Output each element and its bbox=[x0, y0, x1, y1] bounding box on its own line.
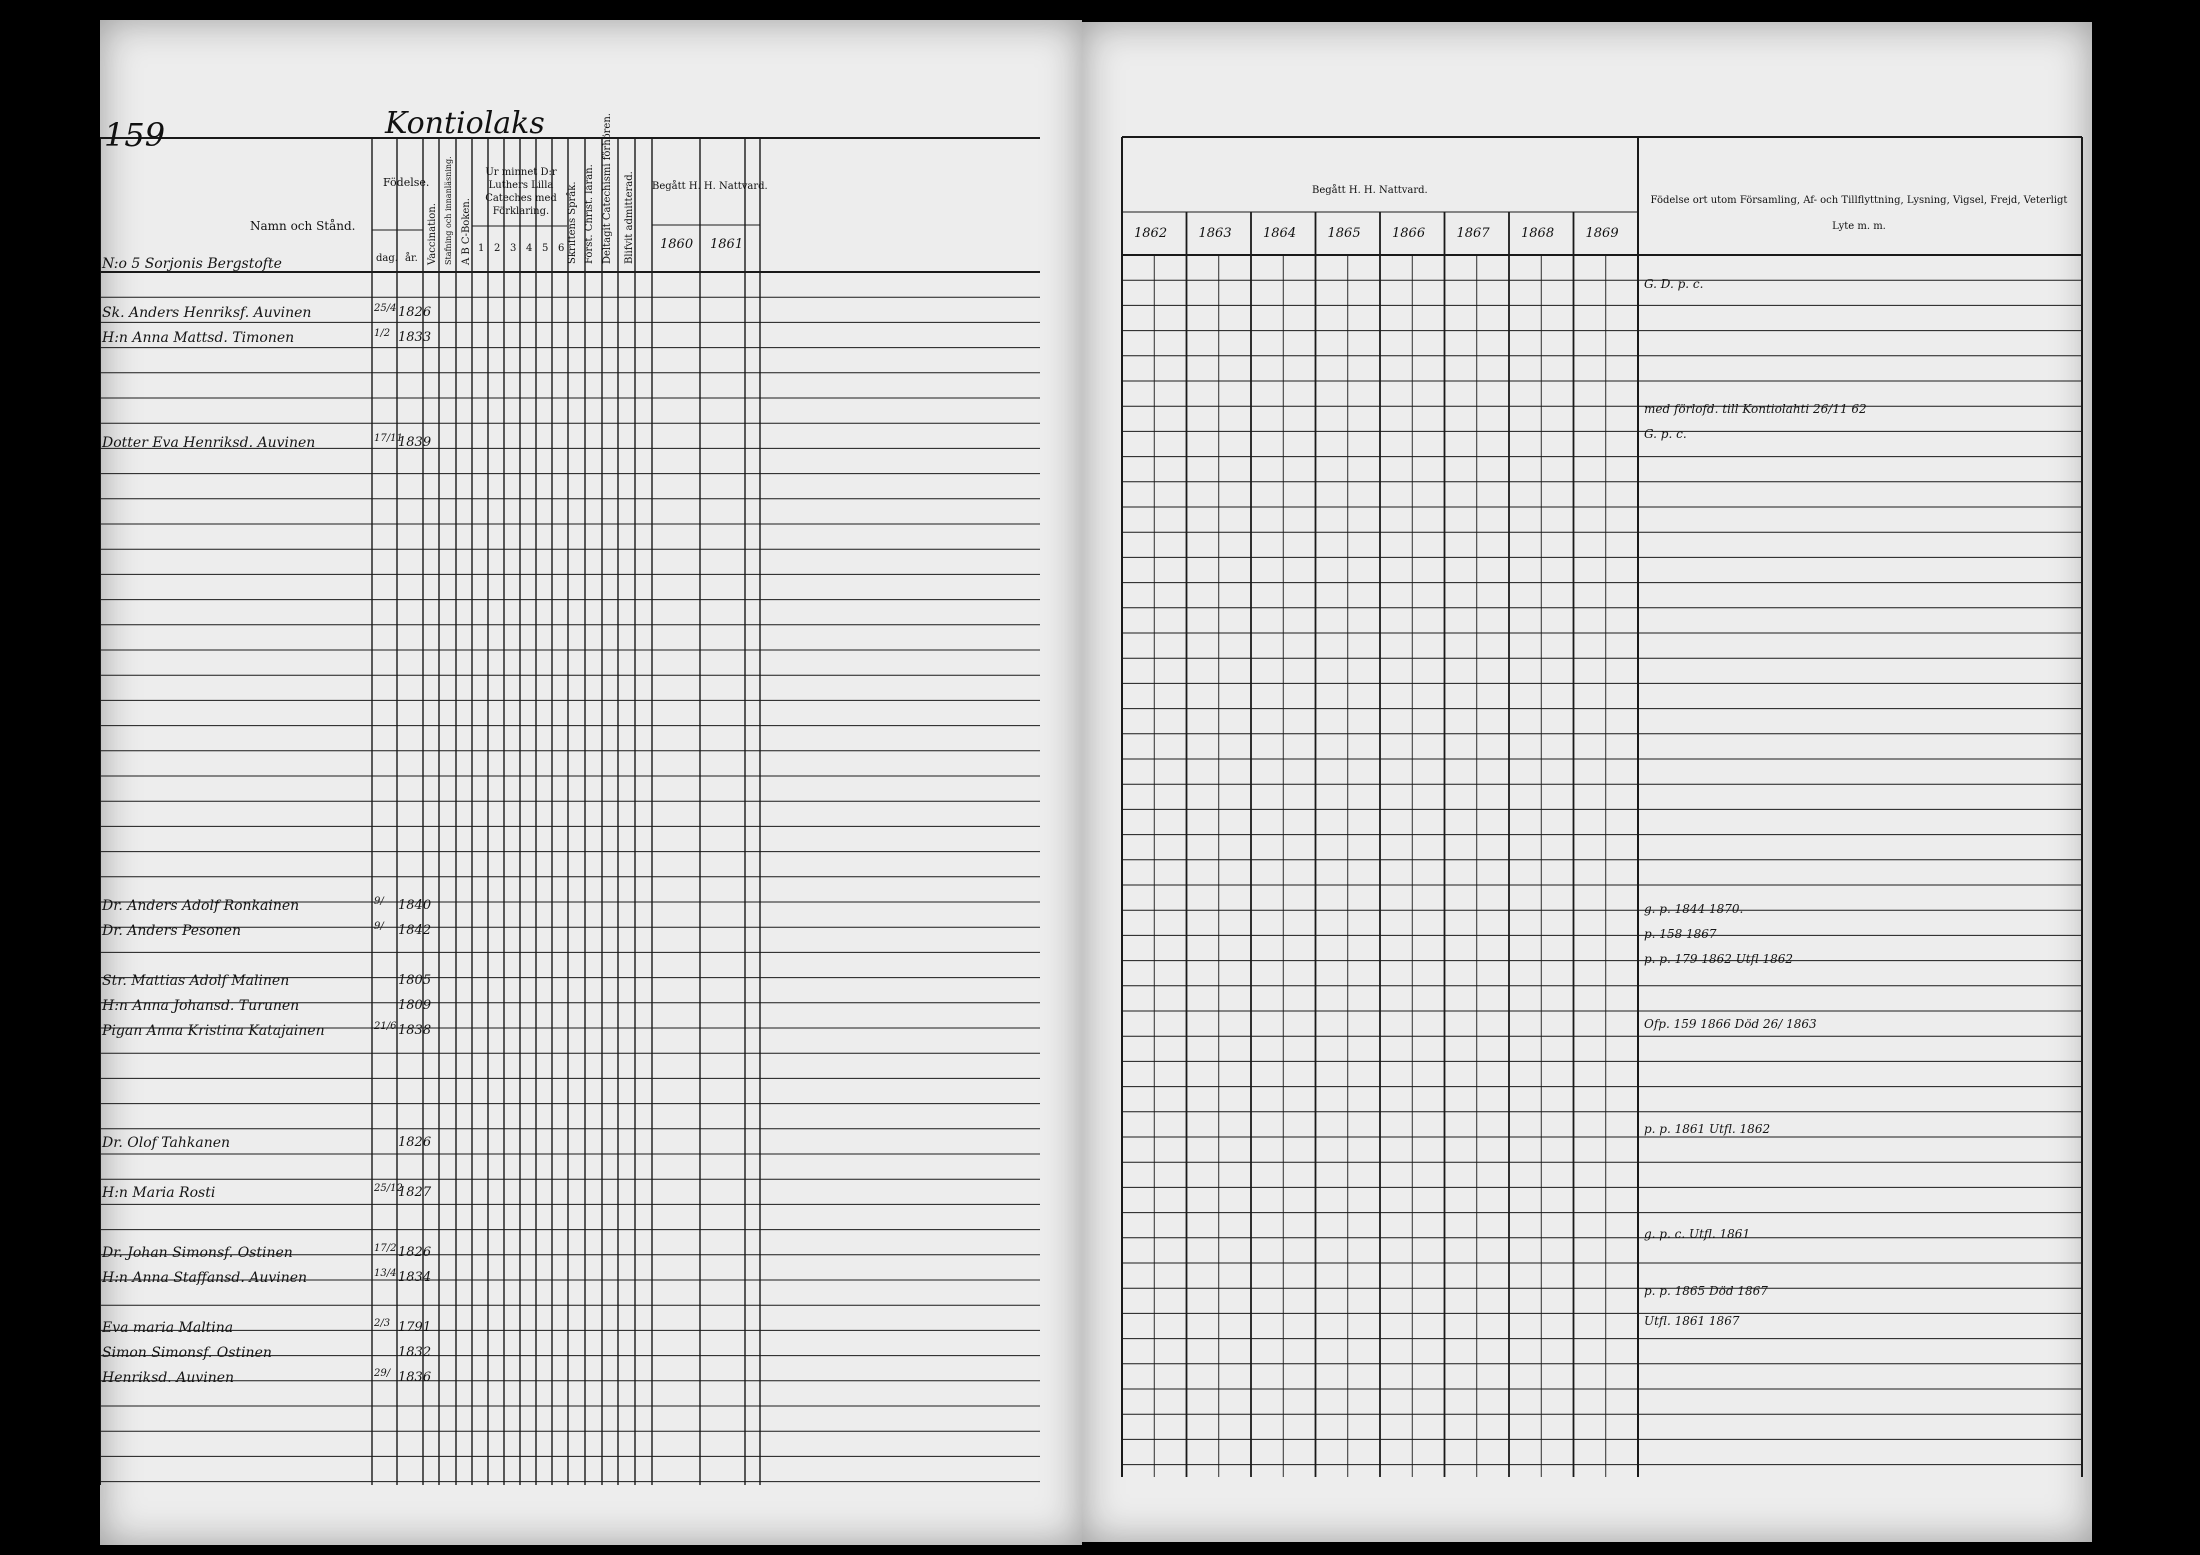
entry-name: Dr. Johan Simonsf. Ostinen bbox=[102, 1245, 293, 1261]
entry-birth-day: 29/ bbox=[374, 1368, 391, 1379]
communion-year-label: 1867 bbox=[1456, 226, 1490, 241]
remarks-entry: Utfl. 1861 1867 bbox=[1644, 1314, 1740, 1328]
remarks-entry: p. 158 1867 bbox=[1644, 927, 1717, 941]
catechism-column-number: 4 bbox=[526, 243, 533, 254]
communion-year-label: 1868 bbox=[1521, 226, 1555, 241]
entry-name: Simon Simonsf. Ostinen bbox=[102, 1345, 272, 1361]
communion-year-label: 1869 bbox=[1585, 226, 1619, 241]
entry-birth-year: 1838 bbox=[398, 1023, 432, 1038]
remarks-entry: Ofp. 159 1866 Död 26/ 1863 bbox=[1644, 1017, 1817, 1031]
entry-name: Str. Mattias Adolf Malinen bbox=[102, 973, 290, 989]
catechism-column-number: 1 bbox=[478, 243, 485, 254]
left-register-page bbox=[100, 20, 1082, 1545]
communion-year-1860: 1860 bbox=[660, 237, 694, 252]
header-catechism-hearing: Deltagit Catechismi förhören. bbox=[602, 113, 613, 264]
entry-birth-day: 2/3 bbox=[374, 1318, 391, 1329]
communion-year-label: 1863 bbox=[1198, 226, 1232, 241]
entry-birth-year: 1842 bbox=[398, 923, 432, 938]
entry-birth-day: 13/4 bbox=[374, 1268, 397, 1279]
entry-name: Dr. Anders Pesonen bbox=[102, 923, 241, 939]
entry-birth-year: 1833 bbox=[398, 330, 432, 345]
entry-birth-year: 1826 bbox=[398, 305, 432, 320]
entry-birth-year: 1839 bbox=[398, 435, 432, 450]
remarks-entry: g. p. c. Utfl. 1861 bbox=[1644, 1227, 1751, 1241]
remarks-entry: p. p. 1865 Död 1867 bbox=[1644, 1284, 1768, 1298]
entry-birth-day: 21/6 bbox=[374, 1021, 397, 1032]
header-catechism: Ur minnet D:r Luthers Lilla Cateches med Förklaring. bbox=[485, 167, 557, 217]
header-vaccination: Vaccination. bbox=[427, 203, 438, 265]
communion-year-label: 1864 bbox=[1263, 226, 1297, 241]
entry-birth-year: 1832 bbox=[398, 1345, 432, 1360]
place-title: Kontiolaks bbox=[385, 106, 545, 141]
entry-birth-year: 1827 bbox=[398, 1185, 432, 1200]
header-communion-left: Begått H. H. Nattvard. bbox=[652, 181, 768, 192]
entry-name: H:n Anna Johansd. Turunen bbox=[102, 998, 300, 1014]
remarks-entry: G. p. c. bbox=[1644, 427, 1687, 441]
entry-birth-year: 1805 bbox=[398, 973, 432, 988]
entry-birth-day: 17/2 bbox=[374, 1243, 397, 1254]
communion-year-1861: 1861 bbox=[710, 237, 744, 252]
entry-birth-year: 1836 bbox=[398, 1370, 432, 1385]
entry-name: Eva maria Maltina bbox=[102, 1320, 234, 1336]
header-admitted: Blifvit admitterad. bbox=[624, 171, 635, 264]
entry-name: Dotter Eva Henriksd. Auvinen bbox=[102, 435, 316, 451]
remarks-entry: p. p. 1861 Utfl. 1862 bbox=[1644, 1122, 1771, 1136]
entry-birth-day: 17/11 bbox=[374, 433, 403, 444]
header-birth-day: dag. bbox=[376, 253, 398, 264]
header-birth-year: år. bbox=[405, 253, 418, 264]
entry-name: H:n Anna Staffansd. Auvinen bbox=[102, 1270, 308, 1286]
right-register-page bbox=[1082, 22, 2092, 1542]
remarks-entry: G. D. p. c. bbox=[1644, 277, 1704, 291]
entry-birth-day: 1/2 bbox=[374, 328, 391, 339]
communion-year-label: 1866 bbox=[1392, 226, 1426, 241]
right-page-grid bbox=[1082, 22, 2092, 1542]
entry-name: N:o 5 Sorjonis Bergstofte bbox=[102, 256, 282, 272]
entry-birth-year: 1791 bbox=[398, 1320, 432, 1335]
entry-birth-year: 1826 bbox=[398, 1135, 432, 1150]
entry-name: H:n Maria Rosti bbox=[102, 1185, 216, 1201]
entry-birth-year: 1834 bbox=[398, 1270, 432, 1285]
entry-name: Sk. Anders Henriksf. Auvinen bbox=[102, 305, 312, 321]
catechism-column-number: 5 bbox=[542, 243, 549, 254]
entry-birth-year: 1840 bbox=[398, 898, 432, 913]
entry-name: H:n Anna Mattsd. Timonen bbox=[102, 330, 295, 346]
catechism-column-number: 6 bbox=[558, 243, 565, 254]
entry-birth-year: 1809 bbox=[398, 998, 432, 1013]
header-remarks: Födelse ort utom Församling, Af- och Tillflyttning, Lysning, Vigsel, Frejd, Veterligt Lyte m. m. bbox=[1650, 195, 2068, 232]
entry-birth-day: 9/ bbox=[374, 921, 384, 932]
entry-name: Pigan Anna Kristina Katajainen bbox=[102, 1023, 325, 1039]
header-christianity: Först. Christ. läran. bbox=[584, 164, 595, 264]
header-scripture: Skriftens Språk. bbox=[567, 181, 578, 264]
header-reading: Stafning och innanläsning. bbox=[444, 156, 453, 265]
header-name: Namn och Stånd. bbox=[250, 219, 356, 233]
page-number: 159 bbox=[104, 116, 166, 154]
remarks-entry: g. p. 1844 1870. bbox=[1644, 902, 1744, 916]
entry-name: Henriksd. Auvinen bbox=[102, 1370, 235, 1386]
header-birth: Födelse. bbox=[383, 176, 430, 189]
entry-birth-year: 1826 bbox=[398, 1245, 432, 1260]
entry-birth-day: 25/12 bbox=[374, 1183, 403, 1194]
entry-birth-day: 25/4 bbox=[374, 303, 397, 314]
header-abc-book: A B C-Boken. bbox=[461, 198, 472, 265]
catechism-column-number: 2 bbox=[494, 243, 501, 254]
communion-year-label: 1865 bbox=[1327, 226, 1361, 241]
entry-birth-day: 9/ bbox=[374, 896, 384, 907]
entry-name: Dr. Olof Tahkanen bbox=[102, 1135, 231, 1151]
communion-year-label: 1862 bbox=[1134, 226, 1168, 241]
remarks-entry: med förlofd. till Kontiolahti 26/11 62 bbox=[1644, 402, 1867, 416]
catechism-column-number: 3 bbox=[510, 243, 517, 254]
header-communion-right: Begått H. H. Nattvard. bbox=[1312, 185, 1428, 196]
entry-name: Dr. Anders Adolf Ronkainen bbox=[102, 898, 300, 914]
remarks-entry: p. p. 179 1862 Utfl 1862 bbox=[1644, 952, 1793, 966]
